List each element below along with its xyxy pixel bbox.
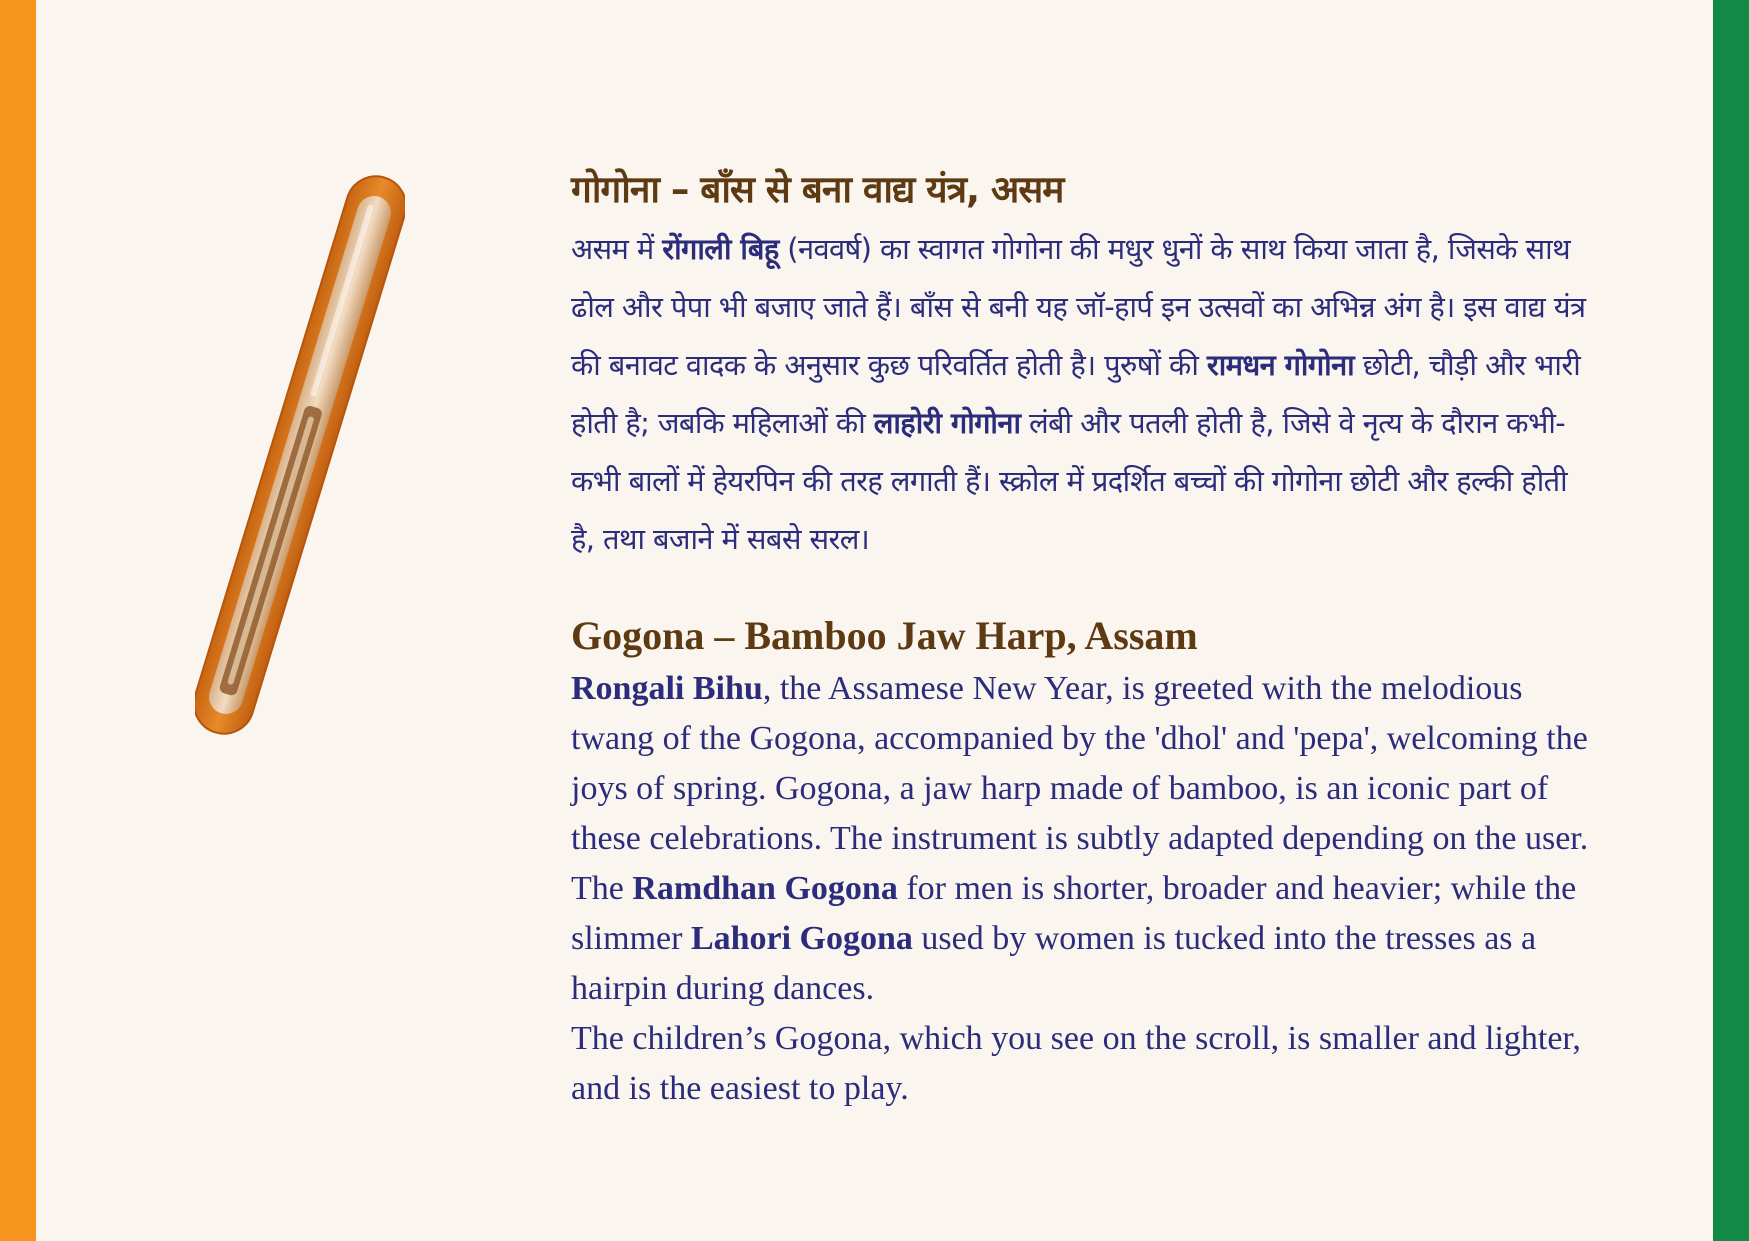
hindi-title: गोगोना – बाँस से बना वाद्य यंत्र, असम	[571, 168, 1064, 211]
english-bold-lahori-gogona: Lahori Gogona	[690, 920, 913, 957]
hindi-bold-lahori-gogona: लाहोरी गोगोना	[873, 406, 1021, 440]
hindi-text-4: लंबी और पतली होती है, जिसे वे नृत्य के दौरान कभी-कभी बालों में हेयरपिन की तरह लगाती हैं। स्क्रोल में प्रदर्शित बच्चों की गोगोना छोटी और हल्की होती है, तथा बजाने में सबसे सरल।	[571, 406, 1568, 556]
english-text-2: for men is shorter, broader and heavier; while the slimmer	[571, 870, 1577, 957]
bamboo-jaw-harp-illustration	[195, 165, 405, 745]
hindi-text-2: (नववर्ष) का स्वागत गोगोना की मधुर धुनों के साथ किया जाता है, जिसके साथ ढोल और पेपा भी बजाए जाते हैं। बाँस से बनी यह जॉ-हार्प इन उत्सवों का अभिन्न अंग है। इस वाद्य यंत्र की बनावट वादक के अनुसार कुछ परिवर्तित होती है। पुरुषों की	[571, 232, 1586, 382]
english-paragraph	[571, 664, 1591, 1014]
left-orange-stripe	[0, 0, 36, 1241]
hindi-bold-ramdhan-gogona: रामधन गोगोना	[1206, 348, 1355, 382]
gogona-image	[195, 165, 405, 745]
hindi-paragraph	[571, 220, 1591, 568]
right-green-stripe	[1713, 0, 1749, 1241]
english-title: Gogona – Bamboo Jaw Harp, Assam	[571, 613, 1198, 658]
english-bold-rongali-bihu: Rongali Bihu	[571, 670, 763, 707]
english-paragraph-children: The children’s Gogona, which you see on the scroll, is smaller and lighter, and is the easiest to play.	[571, 1020, 1581, 1107]
english-bold-ramdhan-gogona: Ramdhan Gogona	[632, 870, 898, 907]
english-text-1: , the Assamese New Year, is greeted with the melodious twang of the Gogona, accompanied by the 'dhol' and 'pepa', welcoming the joys of spring. Gogona, a jaw harp made of bamboo, is an iconic part of these celebrations. The instrument is subtly adapted depending on the user. The	[571, 670, 1589, 907]
hindi-bold-rongali-bihu: रोंगाली बिहू	[662, 232, 779, 266]
hindi-text-1: असम में	[571, 232, 663, 266]
content-column	[571, 160, 1591, 1114]
hindi-text-3: छोटी, चौड़ी और भारी होती है; जबकि महिलाओं की	[571, 348, 1581, 440]
english-text-3: used by women is tucked into the tresses as a hairpin during dances.	[571, 920, 1537, 1007]
